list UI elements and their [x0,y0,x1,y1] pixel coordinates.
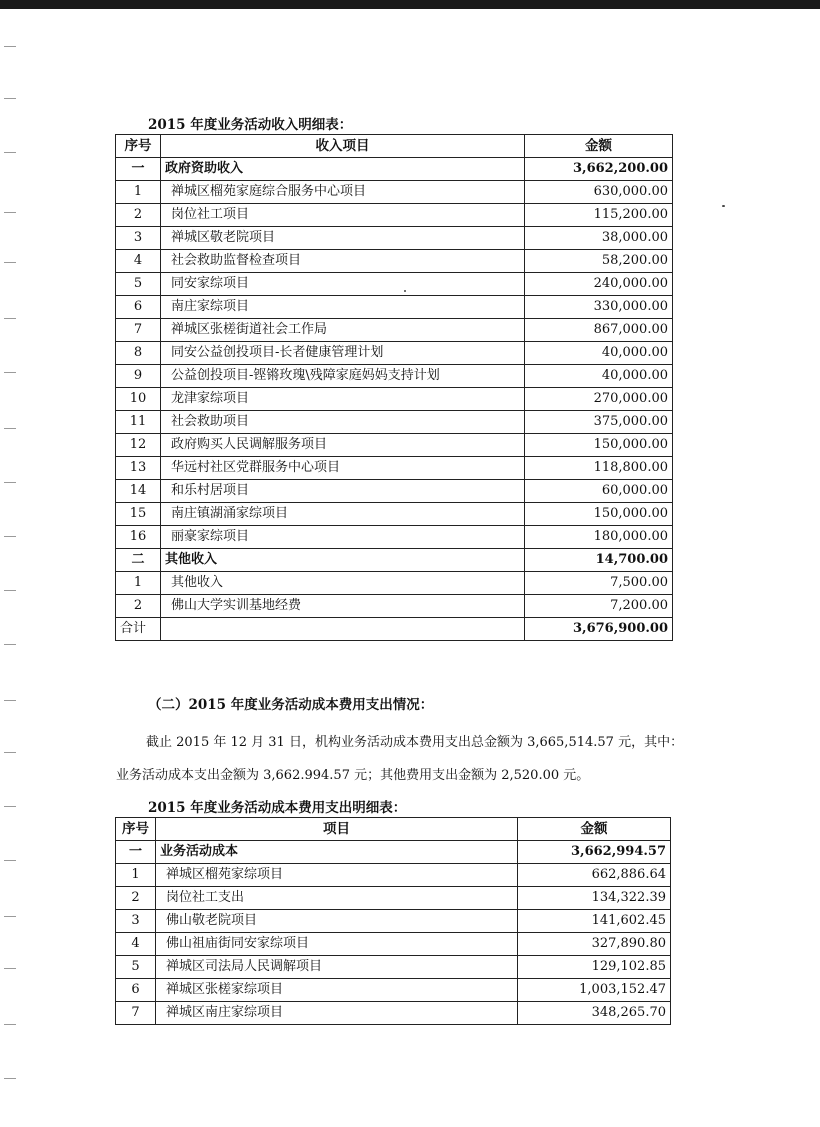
row-amount: 327,890.80 [518,933,671,956]
row-number: 8 [116,342,161,365]
row-item: 禅城区榴苑家综项目 [156,864,518,887]
row-item: 政府购买人民调解服务项目 [161,434,525,457]
row-number: 2 [116,887,156,910]
row-amount: 662,886.64 [518,864,671,887]
row-number: 7 [116,319,161,342]
header-amount: 金额 [518,818,671,841]
table-row [116,572,673,595]
row-number: 5 [116,956,156,979]
row-amount: 7,200.00 [525,595,673,618]
row-number: 4 [116,933,156,956]
table-row [116,181,673,204]
row-amount: 150,000.00 [525,434,673,457]
row-amount: 240,000.00 [525,273,673,296]
row-item: 南庄镇湖涌家综项目 [161,503,525,526]
row-item: 禅城区榴苑家庭综合服务中心项目 [161,181,525,204]
cost-table-title: 2015 年度业务活动成本费用支出明细表： [148,800,407,816]
row-amount: 60,000.00 [525,480,673,503]
row-number: 3 [116,910,156,933]
header-income-item: 收入项目 [161,135,525,158]
row-amount: 58,200.00 [525,250,673,273]
table-row [116,526,673,549]
table-row [116,388,673,411]
income-total-row [116,618,673,641]
row-number: 2 [116,204,161,227]
row-amount: 375,000.00 [525,411,673,434]
row-item: 社会救助项目 [161,411,525,434]
total-label: 合计 [116,618,161,641]
row-item: 其他收入 [161,572,525,595]
row-number: 4 [116,250,161,273]
row-amount: 270,000.00 [525,388,673,411]
row-number: 二 [116,549,161,572]
income-table-title: 2015 年度业务活动收入明细表： [148,117,353,133]
row-amount: 330,000.00 [525,296,673,319]
header-no: 序号 [116,135,161,158]
table-row [116,365,673,388]
row-item: 同安公益创投项目-长者健康管理计划 [161,342,525,365]
row-item: 其他收入 [161,549,525,572]
total-amount: 3,676,900.00 [525,618,673,641]
row-amount: 40,000.00 [525,365,673,388]
row-item: 佛山祖庙街同安家综项目 [156,933,518,956]
row-amount: 115,200.00 [525,204,673,227]
table-row [116,956,671,979]
row-amount: 630,000.00 [525,181,673,204]
row-number: 10 [116,388,161,411]
table-row [116,887,671,910]
cost-header-row [116,818,671,841]
section-row [116,549,673,572]
row-number: 6 [116,296,161,319]
row-amount: 3,662,994.57 [518,841,671,864]
row-number: 16 [116,526,161,549]
row-number: 1 [116,181,161,204]
scan-speck [722,205,725,207]
row-amount: 1,003,152.47 [518,979,671,1002]
cost-table [115,817,671,1025]
row-item: 南庄家综项目 [161,296,525,319]
row-amount: 3,662,200.00 [525,158,673,181]
row-item: 禅城区司法局人民调解项目 [156,956,518,979]
row-item: 岗位社工支出 [156,887,518,910]
income-table [115,134,673,641]
row-item: 龙津家综项目 [161,388,525,411]
row-item: 禅城区南庄家综项目 [156,1002,518,1025]
table-row [116,480,673,503]
row-number: 3 [116,227,161,250]
row-item: 丽豪家综项目 [161,526,525,549]
row-number: 一 [116,158,161,181]
table-row [116,273,673,296]
cost-section-title: （二）2015 年度业务活动成本费用支出情况： [148,697,434,713]
row-amount: 38,000.00 [525,227,673,250]
row-amount: 180,000.00 [525,526,673,549]
table-row [116,503,673,526]
row-item: 业务活动成本 [156,841,518,864]
row-amount: 7,500.00 [525,572,673,595]
row-amount: 40,000.00 [525,342,673,365]
table-row [116,204,673,227]
cost-paragraph-line1: 截止 2015 年 12 月 31 日，机构业务活动成本费用支出总金额为 3,665,514.57 元，其中： [146,735,684,750]
row-amount: 348,265.70 [518,1002,671,1025]
header-no: 序号 [116,818,156,841]
table-row [116,864,671,887]
row-item: 政府资助收入 [161,158,525,181]
row-item: 华远村社区党群服务中心项目 [161,457,525,480]
table-row [116,933,671,956]
row-number: 5 [116,273,161,296]
row-item: 禅城区张槎家综项目 [156,979,518,1002]
table-row [116,457,673,480]
row-number: 11 [116,411,161,434]
row-number: 2 [116,595,161,618]
row-amount: 129,102.85 [518,956,671,979]
section-row [116,841,671,864]
row-number: 15 [116,503,161,526]
row-number: 6 [116,979,156,1002]
table-row [116,342,673,365]
row-number: 14 [116,480,161,503]
scan-top-edge [0,0,820,9]
table-row [116,319,673,342]
table-row [116,910,671,933]
header-amount: 金额 [525,135,673,158]
row-amount: 14,700.00 [525,549,673,572]
total-blank [161,618,525,641]
row-item: 佛山大学实训基地经费 [161,595,525,618]
row-item: 禅城区敬老院项目 [161,227,525,250]
row-item: 同安家综项目 [161,273,525,296]
row-number: 一 [116,841,156,864]
row-item: 社会救助监督检查项目 [161,250,525,273]
row-number: 7 [116,1002,156,1025]
section-row [116,158,673,181]
row-item: 佛山敬老院项目 [156,910,518,933]
row-amount: 118,800.00 [525,457,673,480]
row-item: 公益创投项目-铿锵玫瑰\残障家庭妈妈支持计划 [161,365,525,388]
header-cost-item: 项目 [156,818,518,841]
row-amount: 134,322.39 [518,887,671,910]
row-amount: 867,000.00 [525,319,673,342]
table-row [116,1002,671,1025]
table-row [116,979,671,1002]
row-number: 1 [116,572,161,595]
row-number: 13 [116,457,161,480]
table-row [116,227,673,250]
row-number: 9 [116,365,161,388]
row-item: 岗位社工项目 [161,204,525,227]
row-number: 12 [116,434,161,457]
table-row [116,411,673,434]
table-row [116,250,673,273]
income-header-row [116,135,673,158]
row-amount: 141,602.45 [518,910,671,933]
table-row [116,595,673,618]
table-row [116,296,673,319]
row-number: 1 [116,864,156,887]
row-amount: 150,000.00 [525,503,673,526]
row-item: 和乐村居项目 [161,480,525,503]
row-item: 禅城区张槎街道社会工作局 [161,319,525,342]
table-row [116,434,673,457]
cost-paragraph-line2: 业务活动成本支出金额为 3,662.994.57 元；其他费用支出金额为 2,520.00 元。 [116,768,590,783]
